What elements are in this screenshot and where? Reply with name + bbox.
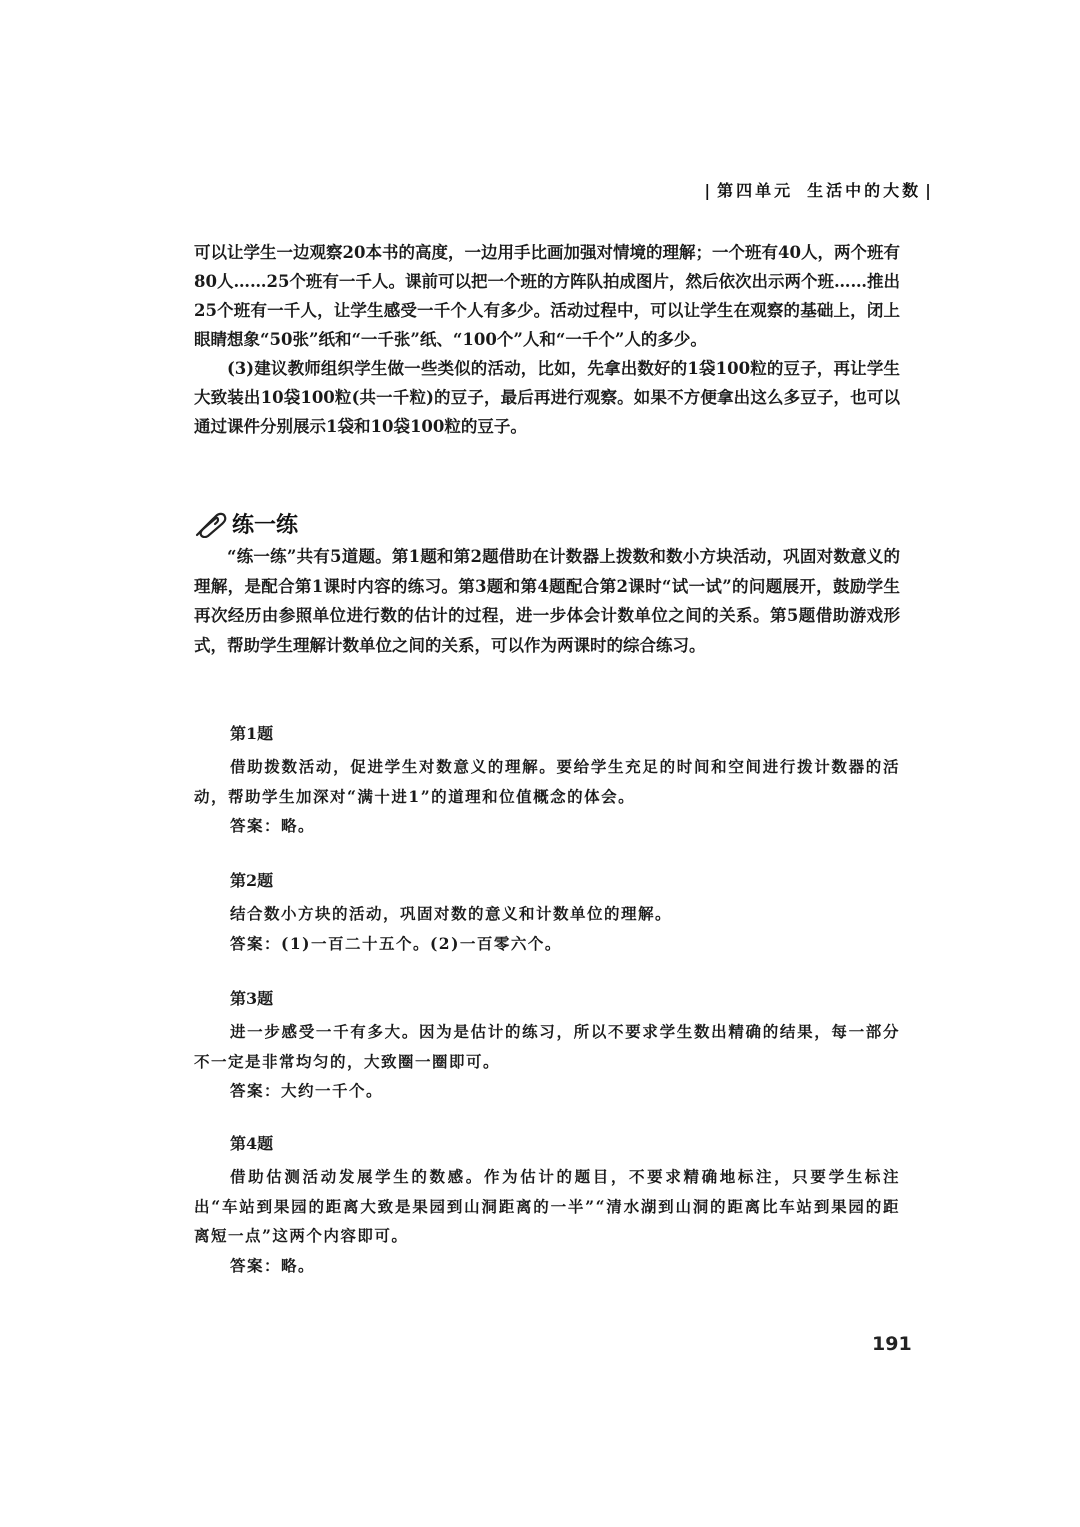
section-heading [194, 508, 298, 539]
question-title: 第2题 [230, 871, 274, 890]
header-bar-left: | [704, 181, 714, 200]
question-body: 借助估测活动发展学生的数感。作为估计的题目，不要求精确地标注，只要学生标注出“车站到果园的距离大致是果园到山洞距离的一半”“清水湖到山洞的距离比车站到果园的距离短一点”这两个内容即可。 [194, 1167, 900, 1245]
running-header [700, 178, 938, 201]
practice-intro: “练一练”共有5道题。第1题和第2题借助在计数器上拨数和数小方块活动，巩固对数意义的理解，是配合第1课时内容的练习。第3题和第4题配合第2课时“试一试”的问题展开，鼓励学生再次经历由参照单位进行数的估计的过程，进一步体会计数单位之间的关系。第5题借助游戏形式，帮助学生理解计数单位之间的关系，可以作为两课时的综合练习。 [194, 547, 900, 655]
paperclip-icon [194, 510, 228, 538]
question-title: 第1题 [230, 724, 274, 743]
intro-text [194, 238, 900, 441]
intro-paragraph-1: 可以让学生一边观察20本书的高度，一边用手比画加强对情境的理解；一个班有40人，两个班有80人……25个班有一千人。课前可以把一个班的方阵队拍成图片，然后依次出示两个班……推出25个班有一千人，让学生感受一千个人有多少。活动过程中，可以让学生在观察的基础上，闭上眼睛想象“50张”纸和“一千张”纸、“100个”人和“一千个”人的多少。 [194, 243, 900, 349]
intro-paragraph-2: (3)建议教师组织学生做一些类似的活动，比如，先拿出数好的1袋100粒的豆子，再让学生大致装出10袋100粒(共一千粒)的豆子，最后再进行观察。如果不方便拿出这么多豆子，也可以通过课件分别展示1袋和10袋100粒的豆子。 [194, 359, 900, 436]
question-answer: 答案：大约一千个。 [230, 1081, 384, 1100]
header-title: 生活中的大数 [807, 181, 922, 200]
section-title: 练一练 [232, 513, 299, 538]
question-answer: 答案：(1)一百二十五个。(2)一百零六个。 [230, 933, 562, 953]
question-body: 结合数小方块的活动，巩固对数的意义和计数单位的理解。 [230, 904, 673, 923]
question-4 [194, 1132, 900, 1280]
question-2 [194, 869, 900, 958]
header-unit: 第四单元 [717, 181, 794, 200]
question-answer: 答案：略。 [230, 1255, 316, 1275]
question-1 [194, 722, 900, 841]
header-bar-right: | [925, 181, 934, 200]
question-body: 进一步感受一千有多大。因为是估计的练习，所以不要求学生数出精确的结果，每一部分不一定是非常均匀的，大致圈一圈即可。 [194, 1022, 900, 1071]
question-body: 借助拨数活动，促进学生对数意义的理解。要给学生充足的时间和空间进行拨计数器的活动，帮助学生加深对“满十进1”的道理和位值概念的体会。 [194, 757, 900, 806]
question-title: 第3题 [230, 989, 274, 1008]
page-number: 191 [872, 1333, 912, 1355]
question-title: 第4题 [230, 1134, 274, 1153]
question-3 [194, 987, 900, 1106]
question-answer: 答案：略。 [230, 816, 316, 835]
